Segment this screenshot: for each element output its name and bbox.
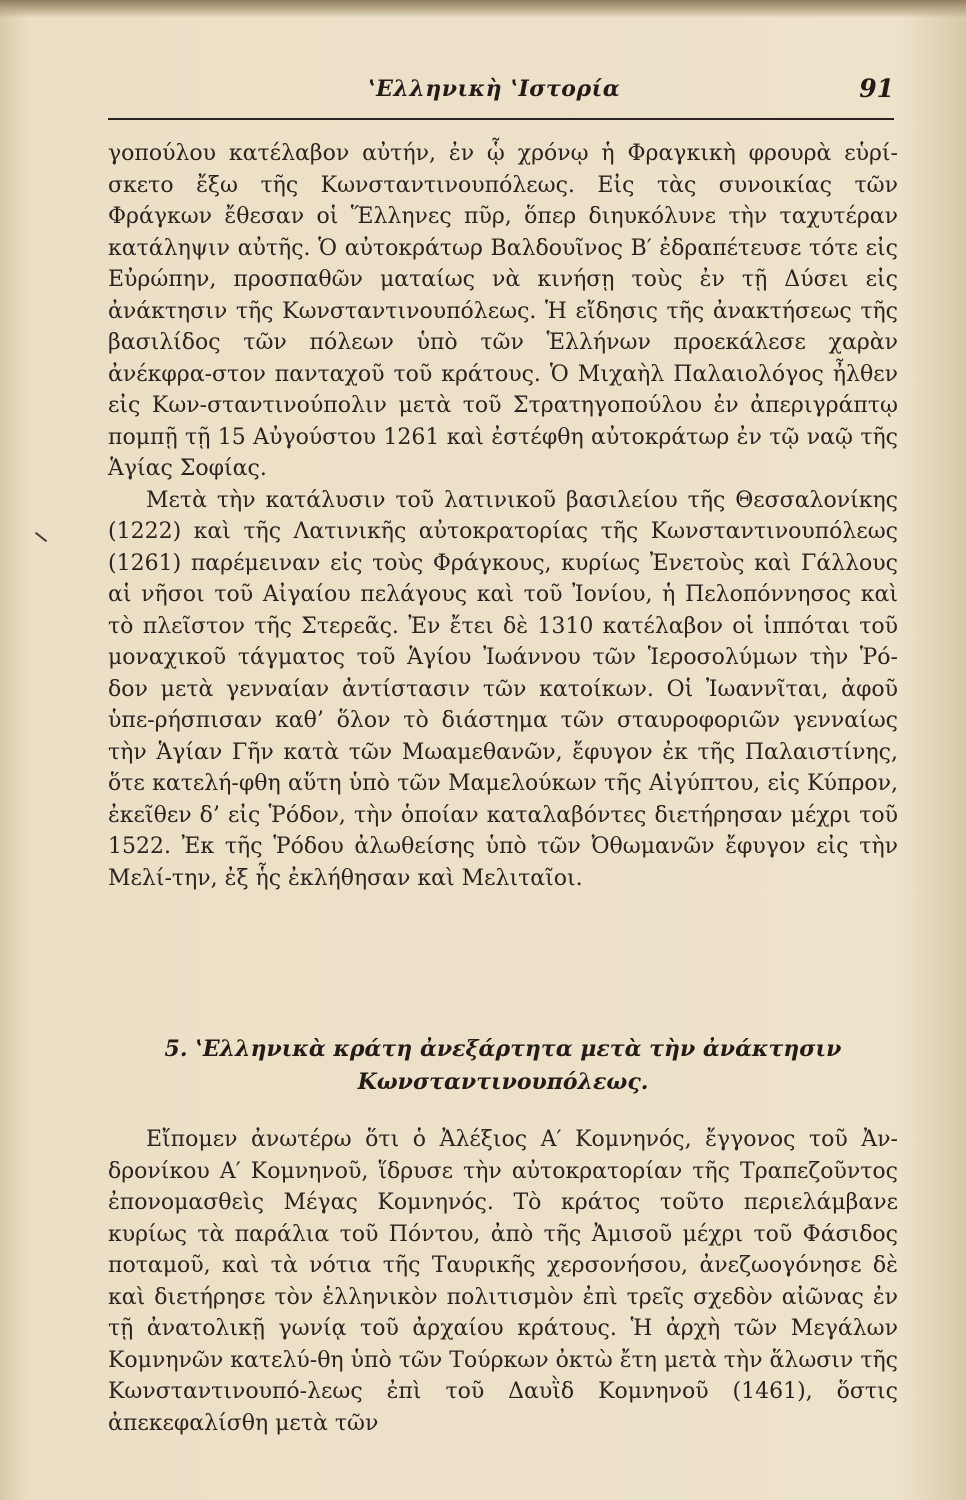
section-paragraph: Εἴπομεν ἀνωτέρω ὅτι ὁ Ἀλέξιος Α′ Κομνηνός, ἔγγονος τοῦ Ἀν-δρονίκου Α′ Κομνηνοῦ, ἵδρυσε τὴν αὐτοκρατορίαν τῆς Τραπεζοῦντος ἐπονομασθεὶς Μέγας Κομνηνός. Τὸ κράτος τοῦτο περιελάμβανε κυρίως τὰ παράλια τοῦ Πόντου, ἀπὸ τῆς Ἀμισοῦ μέχρι τοῦ Φάσιδος ποταμοῦ, καὶ τὰ νότια τῆς Ταυρικῆς χερσονήσου, ἀνεζωογόνησε δὲ καὶ διετήρησε τὸν ἑλληνικὸν πολιτισμὸν ἐπὶ τρεῖς σχεδὸν αἰῶνας ἐν τῇ ἀνατολικῇ γωνίᾳ τοῦ ἀρχαίου κράτους. Ἡ ἀρχὴ τῶν Μεγάλων Κομνηνῶν κατελύ-θη ὑπὸ τῶν Τούρκων ὀκτὼ ἔτη μετὰ τὴν ἅλωσιν τῆς Κωνσταντινουπό-λεως ἐπὶ τοῦ Δαυῒδ Κομνηνοῦ (1461), ὅστις ἀπεκεφαλίσθη μετὰ τῶν [108,1127,898,1436]
header-rule [108,118,894,120]
page-top-edge [0,0,966,18]
section-heading-line-1: 5. ʽΕλληνικὰ κράτη ἀνεξάρτητα μετὰ τὴν ἀνάκτησιν [164,1036,842,1062]
paragraph-2: Μετὰ τὴν κατάλυσιν τοῦ λατινικοῦ βασιλείου τῆς Θεσσαλονίκης (1222) καὶ τῆς Λατινικῆς αὐτοκρατορίας τῆς Κωνσταντινουπόλεως (1261) παρέμειναν εἰς τοὺς Φράγκους, κυρίως Ἐνετοὺς καὶ Γάλλους αἱ νῆσοι τοῦ Αἰγαίου πελάγους καὶ τοῦ Ἰονίου, ἡ Πελοπόννησος καὶ τὸ πλεῖστον τῆς Στερεᾶς. Ἐν ἔτει δὲ 1310 κατέλαβον οἱ ἱππόται τοῦ μοναχικοῦ τάγματος τοῦ Ἁγίου Ἰωάννου τῶν Ἱεροσολύμων τὴν Ῥό-δον μετὰ γενναίαν ἀντίστασιν τῶν κατοίκων. Οἱ Ἰωαννῖται, ἀφοῦ ὑπε-ρήσπισαν καθ’ ὅλον τὸ διάστημα τῶν σταυροφοριῶν γενναίως τὴν Ἁγίαν Γῆν κατὰ τῶν Μωαμεθανῶν, ἔφυγον ἐκ τῆς Παλαιστίνης, ὅτε κατελή-φθη αὕτη ὑπὸ τῶν Μαμελούκων τῆς Αἰγύπτου, εἰς Κύπρον, ἐκεῖθεν δ’ εἰς Ῥόδον, τὴν ὁποίαν καταλαβόντες διετήρησαν μέχρι τοῦ 1522. Ἐκ τῆς Ῥόδου ἀλωθείσης ὑπὸ τῶν Ὀθωμανῶν ἔφυγον εἰς τὴν Μελί-την, ἐξ ἧς ἐκλήθησαν καὶ Μελιταῖοι. [108,487,898,891]
section-text [108,1124,898,1439]
running-title: ʽΕλληνικὴ ʽΙστορία [368,76,621,102]
main-text [108,138,898,894]
paragraph-1: γοπούλου κατέλαβον αὐτήν, ἐν ᾧ χρόνῳ ἡ Φραγκικὴ φρουρὰ εὑρί-σκετο ἔξω τῆς Κωνσταντινουπόλεως. Εἰς τὰς συνοικίας τῶν Φράγκων ἔθεσαν οἱ Ἕλληνες πῦρ, ὅπερ διηυκόλυνε τὴν ταχυτέραν κατάληψιν αὐτῆς. Ὁ αὐτοκράτωρ Βαλδουῖνος Β′ ἐδραπέτευσε τότε εἰς Εὐρώπην, προσπαθῶν ματαίως νὰ κινήσῃ τοὺς ἐν τῇ Δύσει εἰς ἀνάκτησιν τῆς Κωνσταντινουπόλεως. Ἡ εἴδησις τῆς ἀνακτήσεως τῆς βασιλίδος τῶν πόλεων ὑπὸ τῶν Ἑλλήνων προεκάλεσε χαρὰν ἀνέκφρα-στον πανταχοῦ τοῦ κράτους. Ὁ Μιχαὴλ Παλαιολόγος ἦλθεν εἰς Κων-σταντινούπολιν μετὰ τοῦ Στρατηγοπούλου ἐν ἀπεριγράπτῳ πομπῇ τῇ 15 Αὐγούστου 1261 καὶ ἐστέφθη αὐτοκράτωρ ἐν τῷ ναῷ τῆς Ἁγίας Σοφίας. [108,141,898,481]
page-header [100,76,900,112]
margin-pencil-mark [35,532,47,542]
section-heading [108,1033,898,1099]
section-heading-line-2: Κωνσταντινουπόλεως. [357,1069,649,1095]
page-number: 91 [859,74,894,103]
